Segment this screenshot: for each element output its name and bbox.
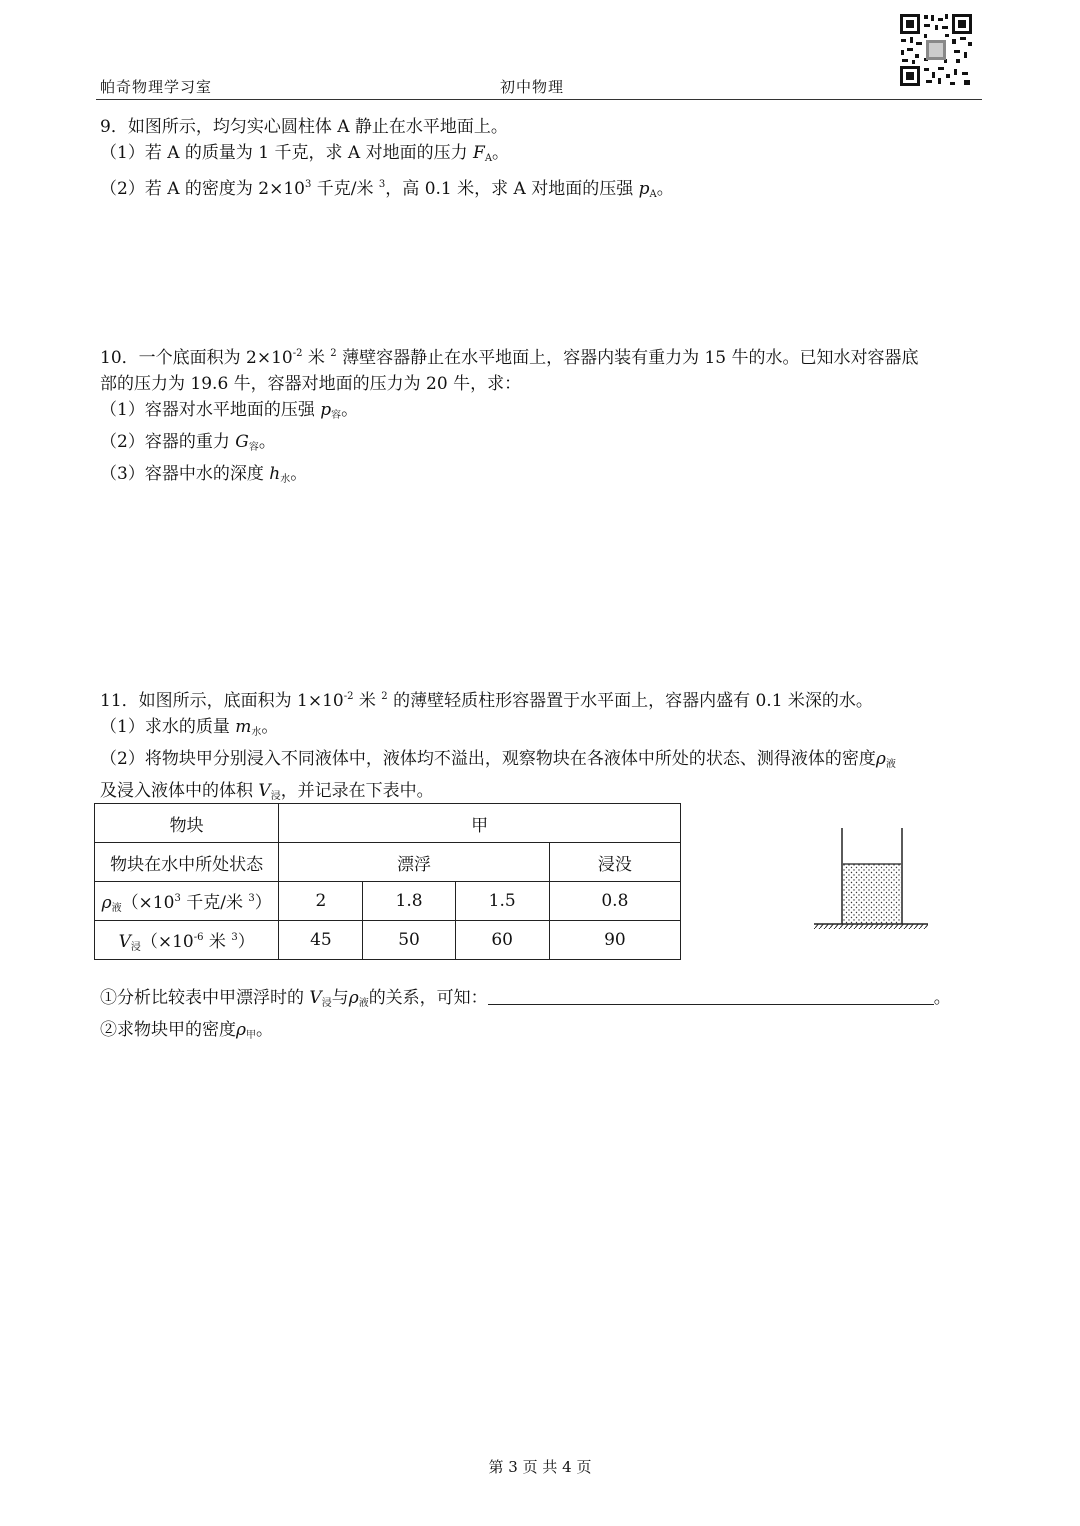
q10-part-1: （1）容器对水平地面的压强 $p_容$。 [100, 400, 359, 421]
question-11 [100, 684, 984, 810]
table-cell: 1.5 [455, 882, 549, 921]
table-cell-label: 物块 [95, 804, 279, 843]
table-row [95, 921, 681, 960]
q10-stem-line-2: 部的压力为 19.6 牛，容器对地面的压力为 20 牛，求： [100, 374, 522, 394]
q11-stem: 11．如图所示，底面积为 $1\times 10^{-2}$ 米 $^2$ 的薄壁轻质柱形容器置于水平面上，容器内盛有 0.1 米深的水。 [100, 691, 873, 711]
table-cell-state-float: 漂浮 [279, 843, 549, 882]
table-cell-state-sink: 浸没 [549, 843, 680, 882]
page-number: 第 3 页 共 4 页 [488, 1458, 592, 1476]
table-cell: 2 [279, 882, 363, 921]
table-row [95, 882, 681, 921]
table-row [95, 843, 681, 882]
q11-part-2-line-2: 及浸入液体中的体积 $V_浸$，并记录在下表中。 [100, 781, 434, 802]
table-cell: 45 [279, 921, 363, 960]
q9-part-1: （1）若 A 的质量为 1 千克，求 A 对地面的压力 $F_A$。 [100, 143, 510, 164]
table-cell: 60 [455, 921, 549, 960]
q9-stem: 9．如图所示，均匀实心圆柱体 A 静止在水平地面上。 [100, 117, 508, 137]
q11-part-2-line-1: （2）将物块甲分别浸入不同液体中，液体均不溢出，观察物块在各液体中所处的状态、测得液体的密度$\rho_液$ [100, 749, 896, 770]
q11-part-1: （1）求水的质量 $m_水$。 [100, 717, 279, 738]
ground-hatch [814, 924, 928, 929]
water [843, 864, 901, 924]
table-cell: 90 [549, 921, 680, 960]
data-table [94, 803, 681, 960]
q11-analysis-2: ②求物块甲的密度$\rho_甲$。 [100, 1020, 273, 1041]
table-cell: 1.8 [363, 882, 455, 921]
header-divider [96, 99, 982, 100]
q11-analysis-1: ①分析比较表中甲漂浮时的 $V_浸$与$\rho_液$的关系，可知： 。 [100, 988, 951, 1009]
header-left-title: 帕奇物理学习室 [100, 78, 213, 96]
q10-stem-line-1: 10．一个底面积为 $2\times 10^{-2}$ 米 $^2$ 薄壁容器静止在水平地面上，容器内装有重力为 15 牛的水。已知水对容器底 [100, 348, 919, 368]
table-cell-label: $\rho_液(\times 10^3$ 千克/米 $^3$） [95, 882, 279, 921]
table-cell: 50 [363, 921, 455, 960]
q9-part-2: （2）若 A 的密度为 $2\times 10^3$ 千克/米 $^3$，高 0.1 米，求 A 对地面的压强 $p_A$。 [100, 179, 674, 200]
qr-code [898, 12, 974, 88]
q10-part-2: （2）容器的重力 $G_容$。 [100, 432, 276, 453]
question-9 [100, 114, 984, 208]
table-cell-label: 物块在水中所处状态 [95, 843, 279, 882]
q11-subquestions [100, 985, 984, 1049]
table-cell: 0.8 [549, 882, 680, 921]
table-cell-label: $V_浸(\times 10^{-6}$ 米 $^3$） [95, 921, 279, 960]
header-subject: 初中物理 [500, 78, 565, 96]
container-figure [810, 826, 932, 934]
question-10 [100, 341, 984, 493]
table-cell-block-name: 甲 [279, 804, 681, 843]
q10-part-3: （3）容器中水的深度 $h_水$。 [100, 464, 308, 485]
table-row [95, 804, 681, 843]
answer-blank[interactable] [488, 986, 934, 1005]
